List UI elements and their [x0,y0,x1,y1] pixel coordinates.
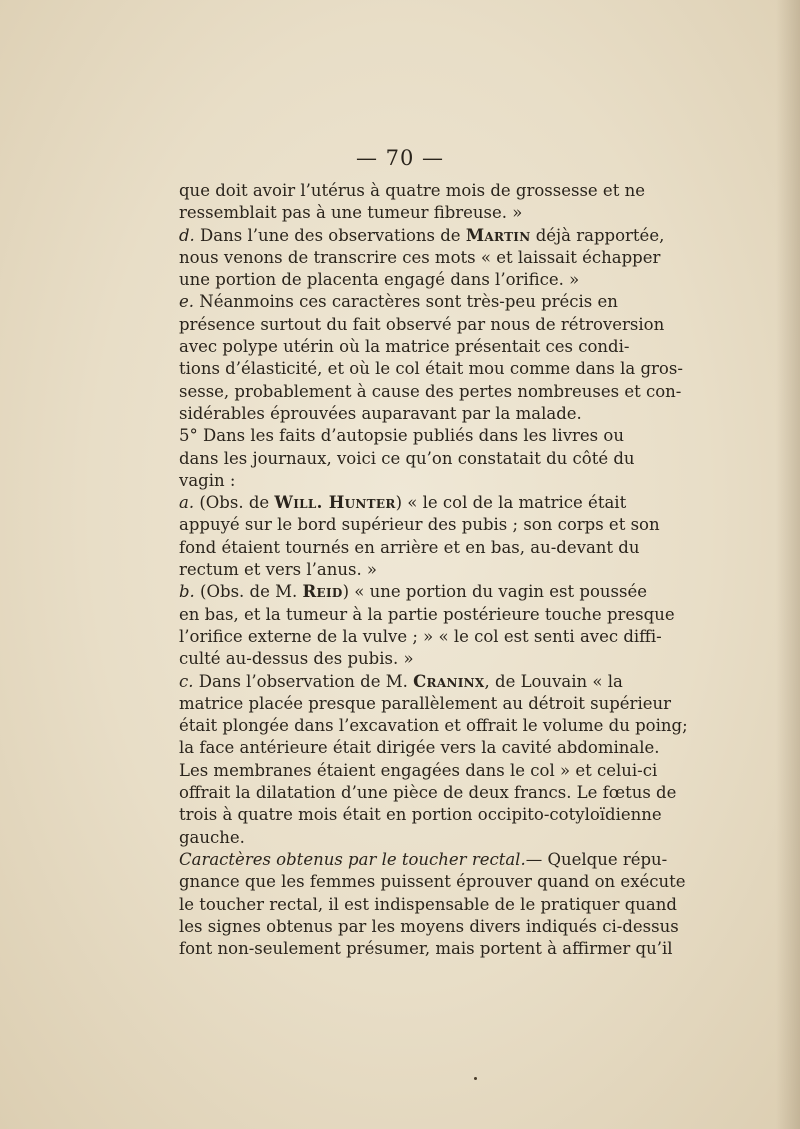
text-segment: b. [179,582,195,602]
text-segment: en bas, et la tumeur à la partie postérieure touche presque [179,604,675,624]
text-segment: le toucher rectal, il est indispensable de le pratiquer quand [179,894,677,914]
text-line [179,760,658,782]
text-segment: trois à quatre mois était en portion occipito-cotyloïdienne [179,805,662,825]
text-segment: ressemblait pas à une tumeur fibreuse. » [179,203,523,223]
text-segment: rectum et vers l’anus. » [179,560,378,580]
text-segment: culté au-dessus des pubis. » [179,649,414,669]
text-segment: une portion de placenta engagé dans l’orifice. » [179,270,580,290]
text-segment: sesse, probablement à cause des pertes nombreuses et con- [179,381,682,401]
text-line [179,537,640,559]
body-text [179,180,688,960]
text-line [179,782,677,804]
text-line [179,604,675,626]
text-segment: déjà rapportée, [530,225,665,245]
text-line [179,871,686,893]
text-line [179,894,677,916]
text-segment: Dans l’une des observations de [194,225,466,245]
text-line [179,849,668,871]
text-line [179,425,624,447]
paper-speck [474,1077,477,1080]
text-segment: (Obs. de M. [194,582,303,602]
text-line [179,559,615,581]
text-line [179,225,665,247]
text-segment: Néanmoins ces caractères sont très-peu précis en [194,292,618,312]
text-segment: présence surtout du fait observé par nous de rétroversion [179,314,665,334]
text-line [179,671,623,693]
text-line [179,336,630,358]
text-line [179,358,683,380]
text-segment: ) « le col de la matrice était [395,493,627,513]
text-segment: avec polype utérin où la matrice présentait ces condi- [179,337,630,357]
text-line [179,827,615,849]
text-segment: , de Louvain « la [484,671,623,691]
text-line [179,492,627,514]
text-segment: matrice placée presque parallèlement au détroit supérieur [179,693,672,713]
text-segment: font non-seulement présumer, mais portent à affirmer qu’il [179,939,673,959]
text-line [179,291,618,313]
text-segment: 5° Dans les faits d’autopsie publiés dans les livres ou [179,426,624,446]
text-segment: (Obs. de [194,493,275,513]
text-segment: sidérables éprouvées auparavant par la malade. [179,403,582,423]
text-segment: a. [179,493,195,513]
text-segment: que doit avoir l’utérus à quatre mois de grossesse et ne [179,181,645,200]
text-line [179,269,615,291]
text-segment: offrait la dilatation d’une pièce de deux francs. Le fœtus de [179,783,677,803]
text-segment: Dans l’observation de M. [193,671,414,691]
text-segment: fond étaient tournés en arrière et en bas, au-devant du [179,537,640,557]
text-line [179,403,615,425]
text-segment: tions d’élasticité, et où le col était mou comme dans la gros- [179,359,683,379]
text-line [179,804,662,826]
text-segment: appuyé sur le bord supérieur des pubis ; son corps et son [179,515,660,535]
text-line [179,514,660,536]
text-line [179,202,615,224]
text-segment: e. [179,292,195,312]
text-segment: la face antérieure était dirigée vers la cavité abdominale. [179,738,660,758]
text-line [179,737,660,759]
text-segment: nous venons de transcrire ces mots « et laissait échapper [179,247,661,267]
text-segment: Reid [302,582,343,602]
page-number: — 70 — [355,146,445,170]
text-segment: dans les journaux, voici ce qu’on constatait du côté du [179,448,635,468]
text-line [179,180,645,202]
text-line [179,916,679,938]
text-segment: Craninx [413,671,485,691]
text-segment: Martin [465,225,531,245]
text-segment: gauche. [179,827,245,847]
text-line [179,314,665,336]
text-segment: Les membranes étaient engagées dans le col » et celui-ci [179,760,658,780]
text-line [179,715,688,737]
text-segment: vagin : [179,470,236,490]
text-segment: Will. Hunter [274,493,396,513]
text-segment: les signes obtenus par les moyens divers indiqués ci-dessus [179,916,679,936]
text-line [179,247,661,269]
text-segment: l’orifice externe de la vulve ; » « le col est senti avec diffi- [179,626,662,646]
text-line [179,448,635,470]
text-segment: était plongée dans l’excavation et offrait le volume du poing; [179,716,688,736]
text-segment: d. [179,225,195,245]
text-line [179,381,682,403]
text-segment: ) « une portion du vagin est poussée [342,582,647,602]
text-segment: Caractères obtenus par le toucher rectal. [179,849,526,869]
text-segment: — Quelque répu- [525,849,668,869]
text-segment: gnance que les femmes puissent éprouver quand on exécute [179,872,686,892]
text-line [179,626,662,648]
text-line [179,648,615,670]
text-line [179,470,615,492]
text-line [179,581,647,603]
text-segment: c. [179,671,194,691]
text-line [179,693,672,715]
text-line [179,938,673,960]
